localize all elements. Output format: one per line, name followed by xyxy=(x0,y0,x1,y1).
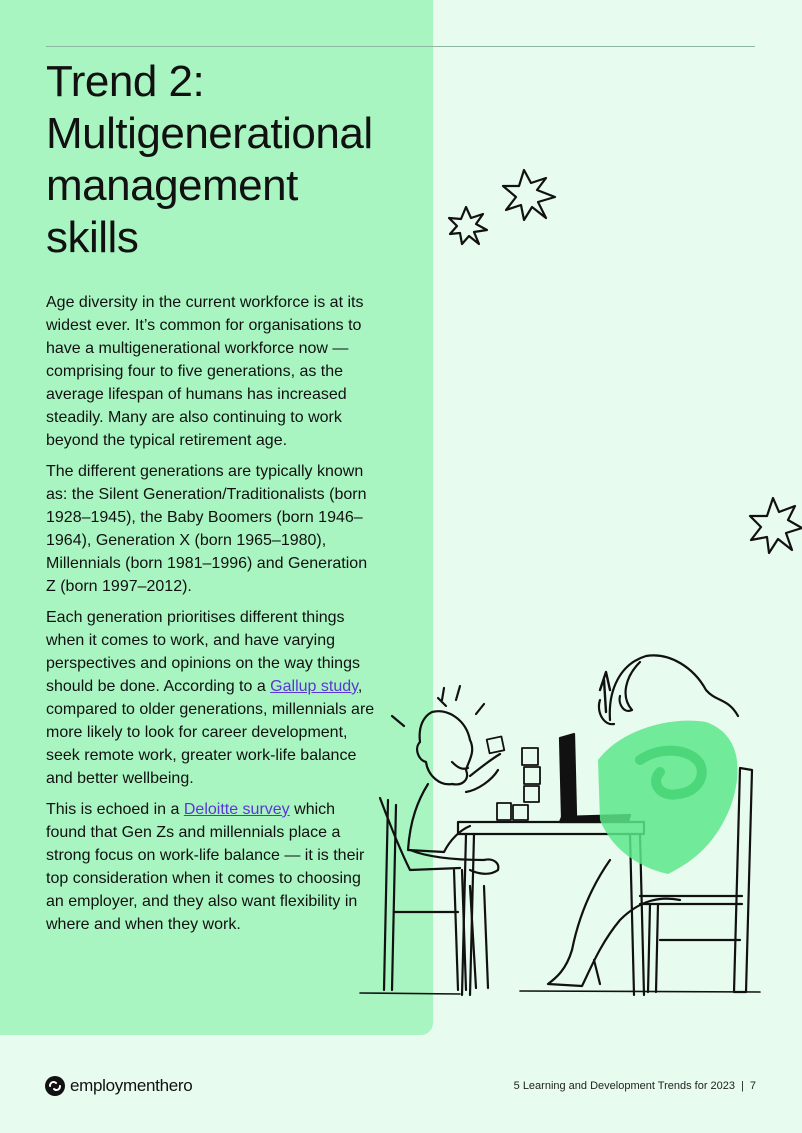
page-number: 7 xyxy=(749,1080,756,1092)
laptop xyxy=(560,734,630,822)
gallup-study-link[interactable]: Gallup study xyxy=(270,678,358,695)
sparkle-icon xyxy=(750,498,802,553)
paragraph-text: which found that Gen Zs and millennials place a strong focus on work-life balance — it is their top consideration when it comes to choosing an employer, and they also want flexibility in where and when they work. xyxy=(46,801,365,933)
paragraph-age-diversity: Age diversity in the current workforce is at its widest ever. It’s common for organisations to have a multigenerational workforce now — comprising four to five generations, as the average lifespan of humans has increased steadily. Many are also continuing to work beyond the typical retirement age. xyxy=(46,294,364,449)
paragraph-priorities xyxy=(46,606,376,790)
document-title: 5 Learning and Development Trends for 2023 xyxy=(513,1080,736,1092)
paragraph-text: Each generation prioritises different things when it comes to work, and have varying perspectives and opinions on the way things should be done. According to a xyxy=(46,609,360,695)
paragraph-text: , compared to older generations, millennials are more likely to look for career development, seek remote work, greater work-life balance and better wellbeing. xyxy=(46,678,375,787)
deloitte-survey-link[interactable]: Deloitte survey xyxy=(183,801,290,818)
title-line: skills xyxy=(46,213,139,262)
title-line: Multigenerational xyxy=(46,109,373,158)
adult-figure xyxy=(548,655,738,986)
paragraph-deloitte xyxy=(46,798,376,936)
footer-separator: | xyxy=(741,1080,744,1092)
title-line: Trend 2: xyxy=(46,57,205,106)
desk xyxy=(458,822,644,995)
sparkle-icon xyxy=(449,207,487,244)
page-title xyxy=(46,56,426,264)
adult-chair xyxy=(640,768,752,992)
toy-blocks xyxy=(487,736,540,820)
top-divider xyxy=(46,46,755,47)
page-footer xyxy=(514,1080,756,1092)
body-text xyxy=(46,291,376,944)
paragraph-generations: The different generations are typically known as: the Silent Generation/Traditionalists (born 1928–1945), the Baby Boomers (born 1946–1964), Generation X (born 1965–1980), Millennials (born 1981–1996) and Generation Z (born 1997–2012). xyxy=(46,463,368,595)
brand-logo[interactable] xyxy=(44,1074,192,1098)
title-line: management xyxy=(46,161,298,210)
employmenthero-logo-icon xyxy=(44,1075,66,1097)
logo-text: employmenthero xyxy=(70,1076,193,1095)
paragraph-text: This is echoed in a xyxy=(46,801,184,818)
sparkle-icon xyxy=(503,170,555,220)
